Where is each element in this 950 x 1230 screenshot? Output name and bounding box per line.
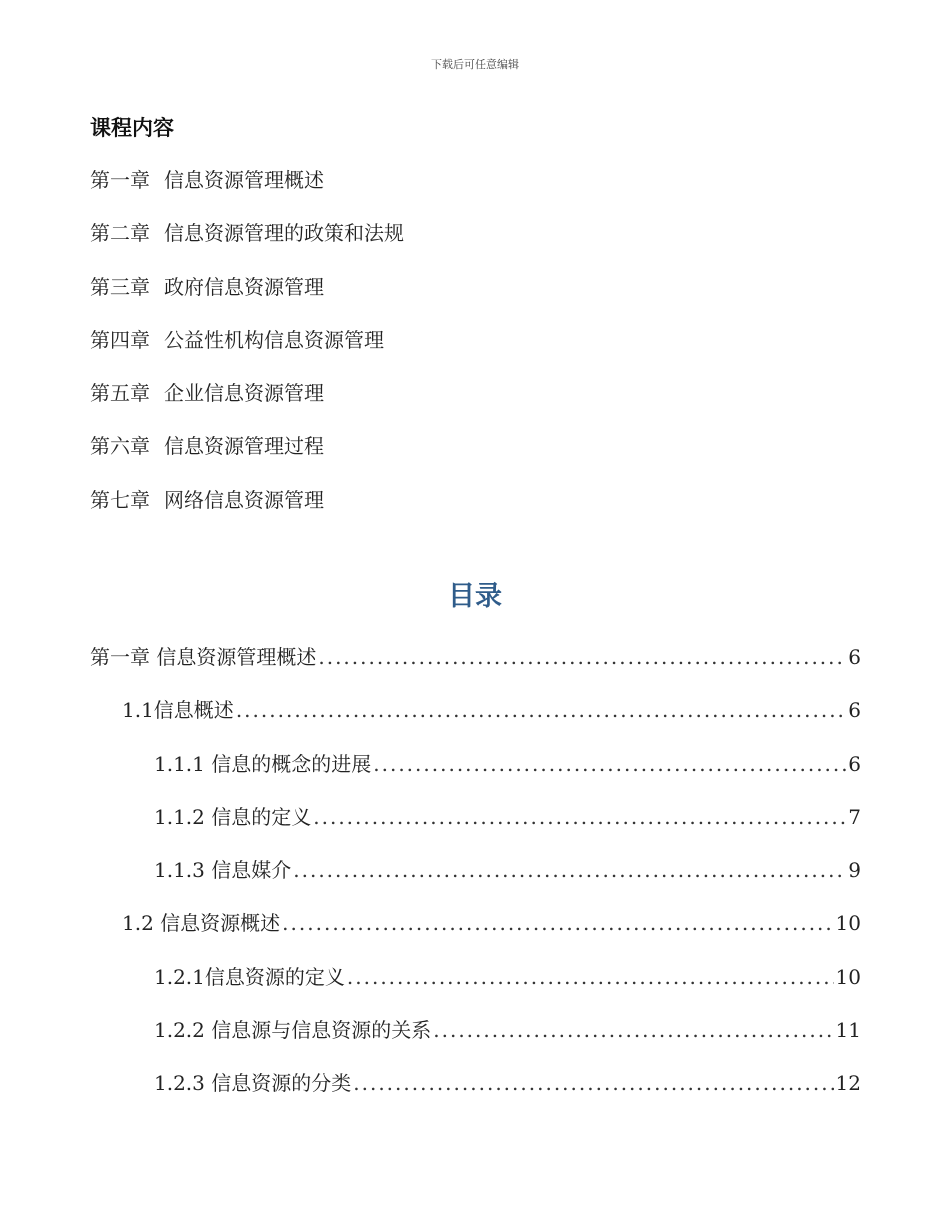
toc-leader-dots [236,695,846,725]
toc-entry[interactable] [90,855,861,908]
course-content-heading: 课程内容 [90,116,174,140]
toc-entry[interactable] [90,695,861,748]
chapter-item [90,378,404,431]
toc-page-number: 6 [848,645,861,669]
toc-entry-label: 1.2.2 信息源与信息资源的关系 [154,1018,432,1043]
toc-leader-dots [353,1068,833,1098]
toc-entry-label: 1.2 信息资源概述 [122,911,281,936]
chapter-item [90,218,404,271]
toc-entry-label: 1.2.1信息资源的定义 [154,964,345,989]
chapter-title: 信息资源管理概述 [164,168,324,192]
chapter-item [90,165,404,218]
chapter-item [90,325,404,378]
toc-leader-dots [433,1015,833,1045]
table-of-contents [90,642,861,1122]
chapter-number: 第七章 [90,487,150,512]
toc-entry-label: 1.1.1 信息的概念的进展 [154,751,372,776]
toc-page-number: 6 [848,751,861,776]
toc-entry-label: 1.1.2 信息的定义 [154,804,312,829]
toc-page-number: 6 [848,698,861,723]
chapter-number: 第二章 [90,221,150,246]
chapter-item [90,485,404,538]
toc-leader-dots [313,802,846,832]
toc-entry[interactable] [90,1015,861,1068]
toc-entry[interactable] [90,642,861,695]
toc-page-number: 10 [835,911,861,936]
toc-leader-dots [282,908,833,938]
toc-entry[interactable] [90,802,861,855]
chapter-number: 第三章 [90,274,150,299]
chapter-title: 信息资源管理的政策和法规 [164,221,404,246]
toc-leader-dots [318,642,846,672]
chapter-title: 政府信息资源管理 [164,274,324,299]
chapter-title: 信息资源管理过程 [164,434,324,459]
chapter-number: 第四章 [90,327,150,352]
toc-leader-dots [293,855,846,885]
toc-entry[interactable] [90,1068,861,1121]
toc-entry-label: 1.1信息概述 [122,698,234,723]
toc-entry[interactable] [90,962,861,1015]
chapter-number: 第五章 [90,381,150,406]
chapter-number: 第六章 [90,434,150,459]
toc-page-number: 10 [835,964,861,989]
toc-entry[interactable] [90,908,861,961]
toc-page-number: 11 [835,1018,861,1043]
chapter-list [90,165,404,538]
chapter-item [90,272,404,325]
toc-entry[interactable] [90,749,861,802]
toc-entry-label: 1.1.3 信息媒介 [154,858,292,883]
chapter-title: 网络信息资源管理 [164,487,324,512]
chapter-number: 第一章 [90,168,150,192]
chapter-title: 企业信息资源管理 [164,381,324,406]
page-header: 下载后可任意编辑 [431,58,519,71]
toc-page-number: 12 [835,1071,861,1096]
toc-page-number: 7 [848,804,861,829]
toc-page-number: 9 [848,858,861,883]
toc-leader-dots [373,749,846,779]
toc-entry-label: 1.2.3 信息资源的分类 [154,1071,352,1096]
toc-title: 目录 [448,581,502,612]
chapter-item [90,431,404,484]
chapter-title: 公益性机构信息资源管理 [164,327,384,352]
toc-leader-dots [347,962,834,992]
toc-entry-label: 第一章 信息资源管理概述 [90,645,317,669]
